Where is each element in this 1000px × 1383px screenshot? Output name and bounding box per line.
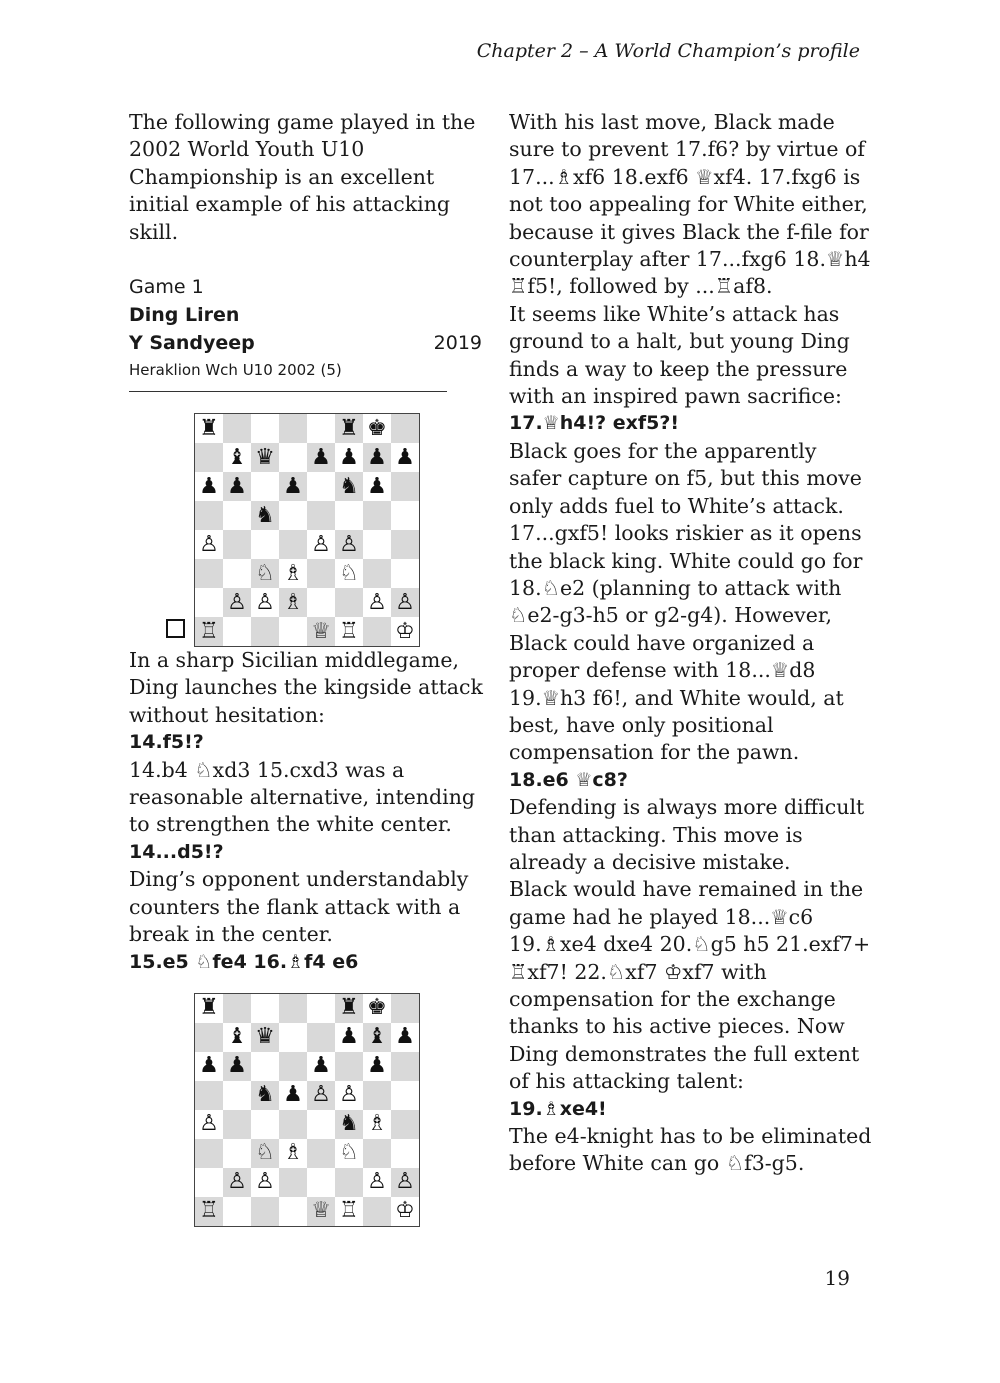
paragraph: Defending is always more difficult than attacking. This move is already a decisive mistake. — [509, 795, 865, 874]
left-column — [129, 109, 491, 1235]
paragraph: With his last move, Black made sure to prevent 17.f6? by virtue of 17...♗xf6 18.exf6 ♕xf4. 17.fxg6 is not too appealing for White either, because it gives Black the f-file for counterplay after 17...fxg6 18.♕h4 ♖f5!, followed by ...♖af8. — [509, 110, 871, 299]
board-square — [363, 994, 391, 1023]
board-square — [335, 1081, 363, 1110]
board-square — [363, 559, 391, 588]
board-square — [307, 530, 335, 559]
board-square — [307, 443, 335, 472]
black-king-icon: ♚ — [367, 995, 387, 1021]
move-heading: 18.e6 ♕c8? — [509, 768, 628, 791]
black-pawn-icon: ♟ — [339, 444, 359, 470]
board-square — [251, 994, 279, 1023]
paragraph: Black goes for the apparently safer capture on f5, but this move only adds fuel to White’s attack. — [509, 438, 862, 518]
white-rook-icon: ♖ — [199, 1198, 219, 1224]
board-square — [279, 1197, 307, 1226]
board-square — [307, 501, 335, 530]
black-rook-icon: ♜ — [339, 995, 359, 1021]
black-player: Y Sandyeep — [129, 332, 255, 355]
black-pawn-icon: ♟ — [199, 1053, 219, 1079]
board-square — [363, 1052, 391, 1081]
white-king-icon: ♔ — [395, 618, 415, 644]
board-square — [223, 1052, 251, 1081]
board-square — [223, 530, 251, 559]
board-square — [307, 414, 335, 443]
board-square — [335, 472, 363, 501]
board-square — [391, 472, 419, 501]
board-square — [335, 530, 363, 559]
board-square — [363, 414, 391, 443]
board-square — [335, 1139, 363, 1168]
white-pawn-icon: ♙ — [339, 1082, 359, 1108]
board-square — [279, 443, 307, 472]
board-square — [251, 414, 279, 443]
board-square — [279, 1023, 307, 1052]
board-square — [195, 588, 223, 617]
heading-divider — [129, 391, 447, 392]
right-column — [509, 109, 873, 1178]
paragraph: 17...gxf5! looks riskier as it opens the black king. White could go for 18.♘e2 (planning to attack with ♘e2-g3-h5 or g2-g4). However, Black could have organized a proper defense with 18...♕d8 19.♕h3 f6!, and White would, at best, have only positional compensation for the pawn. — [509, 521, 863, 765]
board-square — [251, 472, 279, 501]
game-number: Game 1 — [129, 276, 204, 299]
board-square — [307, 1197, 335, 1226]
board-square — [251, 1197, 279, 1226]
chess-diagram-1 — [129, 413, 491, 647]
board-square — [307, 994, 335, 1023]
board-square — [195, 994, 223, 1023]
board-square — [391, 501, 419, 530]
board-square — [363, 1168, 391, 1197]
board-square — [363, 588, 391, 617]
board-square — [195, 1110, 223, 1139]
white-king-icon: ♔ — [395, 1198, 415, 1224]
white-pawn-icon: ♙ — [367, 589, 387, 615]
board-square — [195, 1139, 223, 1168]
game-heading — [129, 273, 491, 392]
white-knight-icon: ♘ — [255, 560, 275, 586]
move-heading: 17.♕h4!? exf5?! — [509, 412, 680, 435]
board-square — [279, 559, 307, 588]
board-square — [251, 443, 279, 472]
black-knight-icon: ♞ — [255, 1082, 275, 1108]
board-square — [223, 1168, 251, 1197]
board-square — [307, 472, 335, 501]
board-square — [335, 994, 363, 1023]
board-square — [335, 588, 363, 617]
board-square — [363, 472, 391, 501]
player-rating: 2019 — [433, 332, 482, 355]
paragraph: 14.b4 ♘xd3 15.cxd3 was a reasonable alternative, intending to strengthen the white center. — [129, 757, 476, 837]
black-queen-icon: ♛ — [255, 1024, 275, 1050]
black-pawn-icon: ♟ — [311, 1053, 331, 1079]
board-square — [335, 1110, 363, 1139]
board-square — [251, 1052, 279, 1081]
black-pawn-icon: ♟ — [367, 444, 387, 470]
board-square — [251, 1168, 279, 1197]
board-square — [251, 588, 279, 617]
board-square — [251, 1110, 279, 1139]
black-bishop-icon: ♝ — [367, 1024, 387, 1050]
intro-paragraph: The following game played in the 2002 World Youth U10 Championship is an excellent initial example of his attacking skill. — [129, 110, 476, 244]
board-square — [195, 1023, 223, 1052]
black-pawn-icon: ♟ — [227, 473, 247, 499]
board-square — [279, 588, 307, 617]
black-rook-icon: ♜ — [339, 415, 359, 441]
board-square — [279, 414, 307, 443]
page-number: 19 — [824, 1266, 850, 1290]
board-square — [223, 559, 251, 588]
white-player: Ding Liren — [129, 304, 240, 327]
black-queen-icon: ♛ — [255, 444, 275, 470]
board-square — [195, 1052, 223, 1081]
board-square — [223, 588, 251, 617]
board-square — [223, 1023, 251, 1052]
board-square — [307, 588, 335, 617]
board-square — [363, 1139, 391, 1168]
white-pawn-icon: ♙ — [395, 1169, 415, 1195]
running-header: Chapter 2 – A World Champion’s profile — [476, 40, 860, 62]
black-rook-icon: ♜ — [199, 995, 219, 1021]
black-bishop-icon: ♝ — [227, 1024, 247, 1050]
white-knight-icon: ♘ — [255, 1140, 275, 1166]
white-pawn-icon: ♙ — [255, 589, 275, 615]
white-pawn-icon: ♙ — [227, 589, 247, 615]
board-square — [195, 1197, 223, 1226]
black-pawn-icon: ♟ — [395, 1024, 415, 1050]
board-square — [391, 559, 419, 588]
board-square — [391, 1023, 419, 1052]
board-square — [251, 501, 279, 530]
board-square — [363, 1023, 391, 1052]
board-square — [195, 559, 223, 588]
board-square — [391, 530, 419, 559]
board-square — [335, 1023, 363, 1052]
board-square — [335, 559, 363, 588]
board-square — [195, 414, 223, 443]
board-square — [223, 414, 251, 443]
board-square — [363, 1110, 391, 1139]
board-square — [335, 617, 363, 646]
board-square — [195, 1081, 223, 1110]
board-square — [335, 443, 363, 472]
board-square — [335, 414, 363, 443]
board-square — [279, 501, 307, 530]
white-queen-icon: ♕ — [311, 618, 331, 644]
board-square — [251, 530, 279, 559]
board-square — [279, 617, 307, 646]
board-square — [307, 1139, 335, 1168]
board-square — [195, 1168, 223, 1197]
board-square — [391, 414, 419, 443]
board-square — [391, 1168, 419, 1197]
board-square — [363, 530, 391, 559]
paragraph: The e4-knight has to be eliminated before White can go ♘f3-g5. — [509, 1124, 872, 1176]
white-pawn-icon: ♙ — [339, 531, 359, 557]
black-knight-icon: ♞ — [339, 473, 359, 499]
white-pawn-icon: ♙ — [311, 1082, 331, 1108]
board-square — [391, 1139, 419, 1168]
chess-diagram-2 — [129, 993, 491, 1227]
board-square — [223, 443, 251, 472]
board-square — [195, 472, 223, 501]
black-rook-icon: ♜ — [199, 415, 219, 441]
white-pawn-icon: ♙ — [199, 1111, 219, 1137]
board-square — [363, 1197, 391, 1226]
white-bishop-icon: ♗ — [283, 560, 303, 586]
white-queen-icon: ♕ — [311, 1198, 331, 1224]
board-square — [279, 1052, 307, 1081]
move-heading: 14...d5!? — [129, 840, 224, 863]
paragraph: Ding’s opponent understandably counters the flank attack with a break in the center. — [129, 867, 469, 947]
board-square — [279, 994, 307, 1023]
board-square — [307, 1110, 335, 1139]
board-square — [279, 530, 307, 559]
move-heading: 15.e5 ♘fe4 16.♗f4 e6 — [129, 950, 359, 973]
board-square — [363, 617, 391, 646]
board-square — [279, 472, 307, 501]
board-square — [279, 1110, 307, 1139]
move-heading: 19.♗xe4! — [509, 1097, 607, 1120]
board-square — [391, 1081, 419, 1110]
board-square — [391, 617, 419, 646]
board-square — [223, 501, 251, 530]
board-square — [307, 1081, 335, 1110]
board-square — [335, 1052, 363, 1081]
board-square — [251, 559, 279, 588]
white-pawn-icon: ♙ — [227, 1169, 247, 1195]
black-pawn-icon: ♟ — [311, 444, 331, 470]
move-heading: 14.f5!? — [129, 731, 204, 754]
white-knight-icon: ♘ — [339, 560, 359, 586]
board-square — [279, 1168, 307, 1197]
black-pawn-icon: ♟ — [339, 1024, 359, 1050]
board-square — [335, 1197, 363, 1226]
board-square — [279, 1081, 307, 1110]
black-player-row — [129, 329, 482, 357]
board-square — [391, 588, 419, 617]
board-square — [251, 1081, 279, 1110]
black-pawn-icon: ♟ — [367, 473, 387, 499]
black-pawn-icon: ♟ — [227, 1053, 247, 1079]
black-pawn-icon: ♟ — [283, 473, 303, 499]
event-info: Heraklion Wch U10 2002 (5) — [129, 361, 342, 380]
board-square — [195, 501, 223, 530]
board-square — [223, 994, 251, 1023]
board-square — [363, 443, 391, 472]
board-square — [307, 1168, 335, 1197]
black-king-icon: ♚ — [367, 415, 387, 441]
board-square — [391, 1052, 419, 1081]
white-bishop-icon: ♗ — [367, 1111, 387, 1137]
white-pawn-icon: ♙ — [255, 1169, 275, 1195]
paragraph: Black would have remained in the game had he played 18...♕c6 19.♗xe4 dxe4 20.♘g5 h5 21.exf7+ ♖xf7! 22.♘xf7 ♔xf7 with compensation for the exchange thanks to his active pieces. Now Ding demonstrates the full extent of his attacking talent: — [509, 877, 871, 1094]
board-square — [307, 1052, 335, 1081]
board-square — [223, 617, 251, 646]
white-bishop-icon: ♗ — [283, 1140, 303, 1166]
white-rook-icon: ♖ — [339, 618, 359, 644]
white-pawn-icon: ♙ — [311, 531, 331, 557]
white-pawn-icon: ♙ — [367, 1169, 387, 1195]
board-square — [251, 1139, 279, 1168]
board-square — [335, 1168, 363, 1197]
white-rook-icon: ♖ — [199, 618, 219, 644]
white-bishop-icon: ♗ — [283, 589, 303, 615]
paragraph: In a sharp Sicilian middlegame, Ding launches the kingside attack without hesitation: — [129, 648, 483, 727]
board-square — [223, 472, 251, 501]
board-square — [307, 617, 335, 646]
board-square — [223, 1197, 251, 1226]
black-knight-icon: ♞ — [255, 502, 275, 528]
black-pawn-icon: ♟ — [395, 444, 415, 470]
white-rook-icon: ♖ — [339, 1198, 359, 1224]
black-pawn-icon: ♟ — [367, 1053, 387, 1079]
white-knight-icon: ♘ — [339, 1140, 359, 1166]
board-square — [195, 530, 223, 559]
board-square — [363, 1081, 391, 1110]
black-pawn-icon: ♟ — [283, 1082, 303, 1108]
board-square — [279, 1139, 307, 1168]
board-square — [223, 1139, 251, 1168]
board-square — [223, 1110, 251, 1139]
white-pawn-icon: ♙ — [199, 531, 219, 557]
white-pawn-icon: ♙ — [395, 589, 415, 615]
white-to-move-icon — [166, 619, 185, 638]
paragraph: It seems like White’s attack has ground to a halt, but young Ding finds a way to keep the pressure with an inspired pawn sacrifice: — [509, 301, 850, 409]
board-square — [391, 443, 419, 472]
black-knight-icon: ♞ — [339, 1111, 359, 1137]
board-square — [307, 559, 335, 588]
board-square — [195, 617, 223, 646]
black-pawn-icon: ♟ — [199, 473, 219, 499]
chess-board — [194, 993, 420, 1227]
board-square — [251, 617, 279, 646]
board-square — [391, 994, 419, 1023]
board-square — [223, 1081, 251, 1110]
chess-board — [194, 413, 420, 647]
board-square — [391, 1197, 419, 1226]
board-square — [307, 1023, 335, 1052]
board-square — [391, 1110, 419, 1139]
board-square — [363, 501, 391, 530]
board-square — [195, 443, 223, 472]
board-square — [335, 501, 363, 530]
board-square — [251, 1023, 279, 1052]
black-bishop-icon: ♝ — [227, 444, 247, 470]
